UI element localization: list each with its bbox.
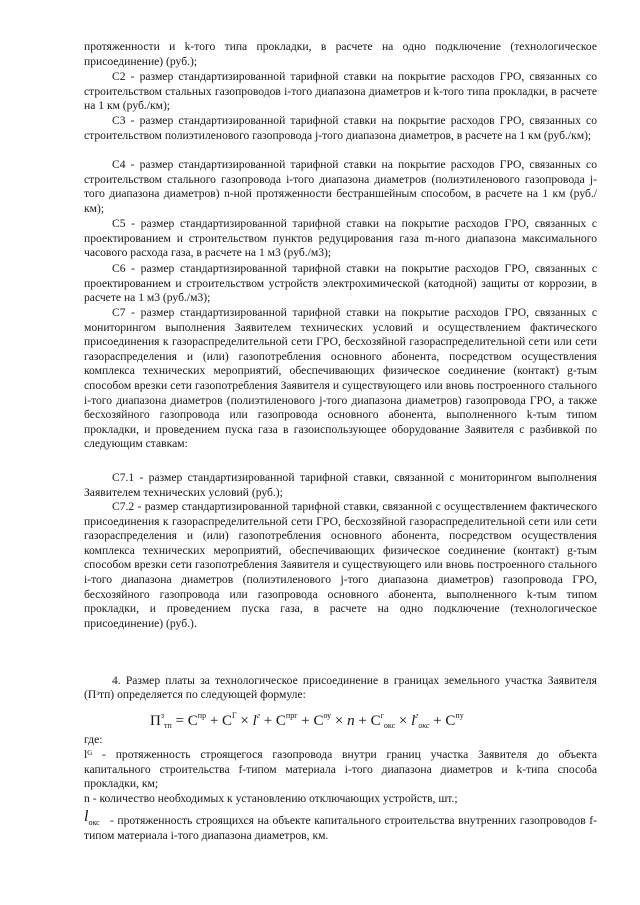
- formula-lhs: $П^з_{тп}$: [150, 711, 172, 730]
- formula-term-n: n: [347, 713, 355, 729]
- paragraph-intro: протяженности и k-того типа прокладки, в расчете на одно подключение (технологическое присоединение) (руб.);: [84, 40, 597, 68]
- where-label: где:: [84, 733, 103, 746]
- formula-term-lokc: $l^г_{окс}$: [411, 711, 430, 730]
- formula-term-lg: $l^г$: [252, 711, 260, 729]
- paragraph-c7-2: С7.2 - размер стандартизированной тарифной ставки, связанной с осуществлением фактического присоединения к газораспределительной сети ГРО, бесхозяйной газораспределительной сети или сети газораспределения и (или) газопотребления основного абонента, посредством осуществления комплекса технических мероприятий, обеспечивающих физическое соединение (контакт) g-тым способом врезки сети газопотребления Заявителя и существующего или вновь построенного стального i-того диапазона диаметров (полиэтиленового j-того диапазона диаметров) газопровода ГРО, бесхозяйного газопровода или газопровода основного абонента, выполненного k-тым типом прокладки, и проведением пуска газа, в расчете на одно подключение (технологическое присоединение) (руб.).: [84, 500, 597, 630]
- paragraph-item-4: [84, 674, 597, 703]
- formula-term-cpr: $С^{пр}$: [187, 711, 207, 729]
- formula-term-cg: $С^Г$: [222, 711, 237, 729]
- formula-term-cpu: $С^{пу}$: [445, 711, 464, 729]
- paragraph-c3: С3 - размер стандартизированной тарифной ставки на покрытие расходов ГРО, связанных со строительством полиэтиленового газопровода j-того диапазона диаметров, в расчете на 1 км (руб./км);: [84, 114, 597, 142]
- definition-n: n - количество необходимых к установлению отключающих устройств, шт.;: [84, 792, 458, 805]
- paragraph-c7-1: С7.1 - размер стандартизированной тарифной ставки, связанной с мониторингом выполнения Заявителем технических условий (руб.);: [84, 471, 597, 499]
- formula-term-cprg: $С^{прг}$: [275, 711, 298, 729]
- symbol-lokc: $l_{окс}$: [84, 808, 100, 828]
- paragraph-c2: С2 - размер стандартизированной тарифной ставки на покрытие расходов ГРО, связанных со строительством стальных газопроводов i-того диапазона диаметров и k-того типа прокладки, в расчете на 1 км (руб./км);: [84, 70, 597, 113]
- definition-lokc: - протяженность строящихся на объекте капитального строительства внутренних газопроводов f-типом материала i-того диапазона диаметров, км.: [84, 814, 597, 842]
- definition-lg: lᴳ - протяженность строящегося газопровода внутри границ участка Заявителя до объекта капитального строительства f-типом материала i-того диапазона диаметров и k-типа способа прокладки, км;: [84, 748, 597, 791]
- formula-term-cokc: $С^г_{окс}$: [370, 711, 396, 730]
- paragraph-c7: С7 - размер стандартизированной тарифной ставки на покрытие расходов ГРО, связанных с мониторингом выполнения Заявителем технических условий и осуществлением фактического присоединения к газораспределительной сети ГРО, бесхозяйной газораспределительной сети или сети газораспределения и (или) газопотребления основного абонента, посредством осуществления комплекса технических мероприятий, обеспечивающих физическое соединение (контакт) g-тым способом врезки сети газопотребления Заявителя и существующего или вновь построенного стального i-того диапазона диаметров (полиэтиленового j-того диапазона диаметров) газопровода ГРО, а также бесхозяйного газопровода или газопровода основного абонента, выполненного k-тым типом прокладки, и проведением пуска газа в газоиспользующее оборудование Заявителя с разбивкой по следующим ставкам:: [84, 306, 597, 451]
- formula-term-coy: $С^{оу}$: [313, 711, 332, 729]
- paragraph-c6: С6 - размер стандартизированной тарифной ставки на покрытие расходов ГРО, связанных с проектированием и строительством устройств электрохимической (катодной) защиты от коррозии, в расчете на 1 м3 (руб./м3);: [84, 262, 597, 305]
- paragraph-c4: С4 - размер стандартизированной тарифной ставки на покрытие расходов ГРО, связанных со строительством стального газопровода i-того диапазона диаметров (полиэтиленового газопровода j-того диапазона диаметров) n-ной протяженности бестраншейным способом, в расчете на 1 км (руб./км);: [84, 158, 597, 215]
- paragraph-c5: С5 - размер стандартизированной тарифной ставки на покрытие расходов ГРО, связанных с проектированием и строительством пунктов редуцирования газа m-ного диапазона максимального часового расхода газа, в расчете на 1 м3 (руб./м3);: [84, 217, 597, 260]
- item-4-text: 4. Размер платы за технологическое присоединение в границах земельного участка Заявителя (Пᶟтп) определяется по следующей формуле:: [84, 673, 597, 702]
- payment-formula: $П^з_{тп} = С^{пр} + С^Г \times l^г + С^{прг} + С^{оу} \times n + С^г_{окс} \times l^г_{окс} + С^{пу}$: [150, 711, 464, 730]
